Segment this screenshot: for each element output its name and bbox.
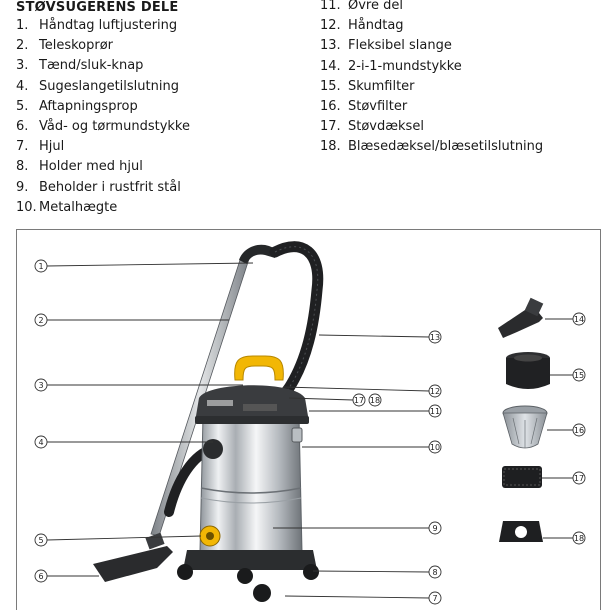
part-item-2: 2. Teleskoprør (16, 38, 114, 54)
wheel-base (183, 550, 317, 570)
floor-nozzle (93, 546, 173, 582)
svg-text:13: 13 (429, 333, 441, 342)
svg-text:2: 2 (38, 316, 44, 325)
part-item-12: 12. Håndtag (320, 18, 404, 34)
svg-text:11: 11 (429, 407, 441, 416)
callout-8 (429, 566, 441, 578)
accessory-blower-cover (499, 521, 543, 542)
callout-16 (573, 424, 585, 436)
part-item-1: 1. Håndtag luftjustering (16, 18, 178, 33)
part-item-9: 9. Beholder i rustfrit stål (16, 179, 181, 195)
diagram-canvas (17, 230, 602, 611)
callout-18 (573, 532, 585, 544)
svg-text:12: 12 (429, 387, 441, 396)
part-item-15: 15. Skumfilter (320, 78, 415, 94)
svg-text:3: 3 (38, 381, 44, 390)
callout-13 (429, 331, 441, 343)
part-item-5: 5. Aftapningsprop (16, 98, 138, 114)
callout-18-head (369, 394, 381, 406)
part-item-10: 10. Metalhægte (16, 199, 118, 215)
part-item-11: 11. Øvre del (320, 0, 403, 13)
svg-text:4: 4 (38, 438, 44, 447)
callout-2 (35, 314, 47, 326)
callout-15 (573, 369, 585, 381)
svg-text:17: 17 (353, 396, 365, 405)
callout-9 (429, 522, 441, 534)
svg-text:17: 17 (573, 474, 585, 483)
svg-text:1: 1 (38, 262, 44, 271)
parts-heading: STØVSUGERENS DELE (16, 0, 179, 15)
part-item-18: 18. Blæsedæksel/blæsetilslutning (320, 139, 544, 155)
callout-3 (35, 379, 47, 391)
parts-list-right (320, 0, 543, 158)
callout-5 (35, 534, 47, 546)
part-item-4: 4. Sugeslangetilslutning (16, 78, 179, 94)
part-item-6: 6. Våd- og tørmundstykke (16, 119, 190, 135)
accessory-foam-filter (506, 352, 550, 389)
accessory-dust-cover (502, 466, 542, 488)
svg-text:5: 5 (38, 536, 44, 545)
metal-clip (292, 428, 302, 442)
accessory-dust-filter (503, 406, 547, 448)
yellow-handle (235, 356, 284, 380)
callout-14 (573, 313, 585, 325)
part-item-17: 17. Støvdæksel (320, 119, 424, 135)
svg-text:9: 9 (432, 524, 438, 533)
accessory-2in1-nozzle (498, 298, 543, 338)
callout-11 (429, 405, 441, 417)
vacuum-illustration (93, 245, 319, 602)
svg-text:8: 8 (432, 568, 438, 577)
part-item-7: 7. Hjul (16, 139, 65, 155)
svg-text:14: 14 (573, 315, 585, 324)
part-item-16: 16. Støvfilter (320, 99, 408, 115)
parts-list-left (16, 16, 190, 218)
wheel (177, 564, 193, 580)
svg-text:18: 18 (573, 534, 585, 543)
callout-6 (35, 570, 47, 582)
vacuum-diagram (16, 229, 601, 610)
part-item-8: 8. Holder med hjul (16, 159, 143, 175)
svg-text:6: 6 (38, 572, 44, 581)
svg-text:10: 10 (429, 443, 441, 452)
part-item-3: 3. Tænd/sluk-knap (16, 58, 144, 74)
part-item-14: 14. 2-i-1-mundstykke (320, 58, 462, 74)
callout-12 (429, 385, 441, 397)
svg-text:7: 7 (432, 594, 438, 603)
part-item-13: 13. Fleksibel slange (320, 38, 452, 54)
callout-17 (573, 472, 585, 484)
callout-10 (429, 441, 441, 453)
svg-text:15: 15 (573, 371, 585, 380)
callout-17-head (353, 394, 365, 406)
callout-1 (35, 260, 47, 272)
svg-text:16: 16 (573, 426, 585, 435)
svg-text:18: 18 (369, 396, 381, 405)
callout-4 (35, 436, 47, 448)
callout-7 (429, 592, 441, 604)
